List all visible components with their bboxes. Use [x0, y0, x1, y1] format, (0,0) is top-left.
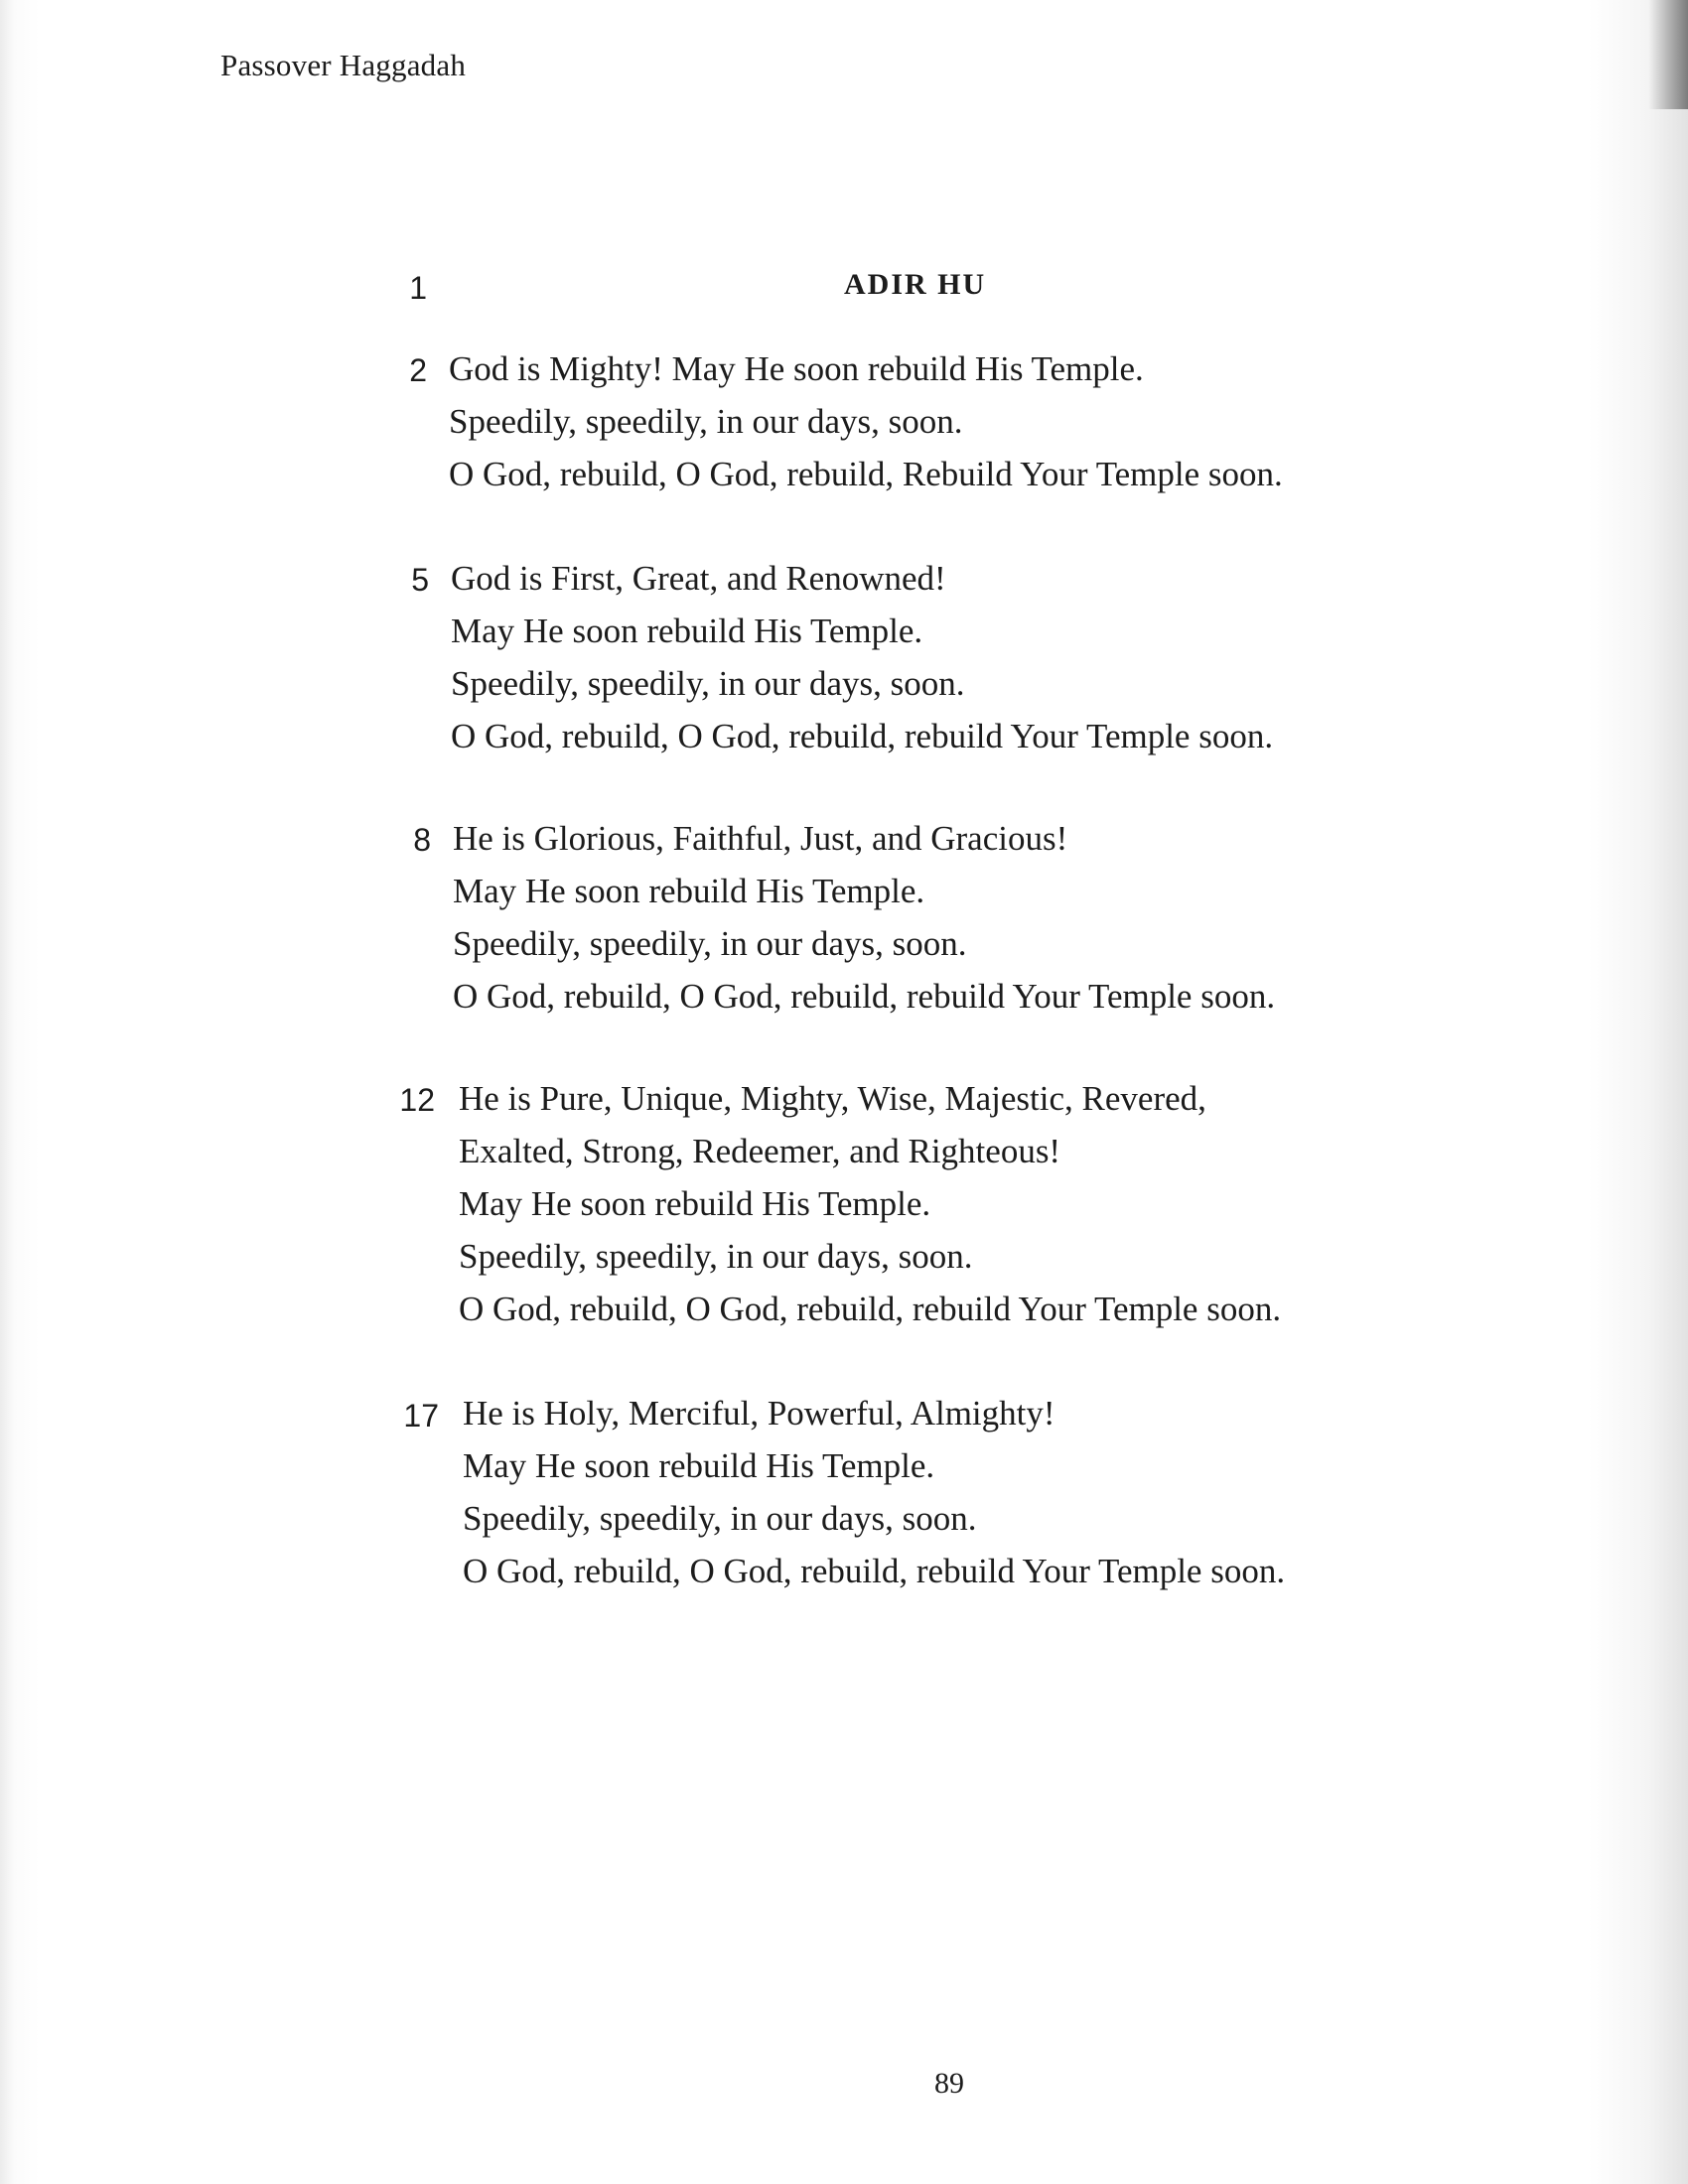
stanza-5-line-1: He is Holy, Merciful, Powerful, Almighty!	[463, 1394, 1055, 1433]
stanza-5-line-number: 17	[403, 1398, 439, 1433]
stanza-4	[459, 1072, 1281, 1335]
stanza-3-line-1: He is Glorious, Faithful, Just, and Gracious!	[453, 819, 1068, 858]
stanza-2-line-number: 5	[411, 562, 429, 598]
stanza-2	[451, 552, 1273, 762]
stanza-3-line-number: 8	[413, 822, 431, 858]
stanza-1-line-3: O God, rebuild, O God, rebuild, Rebuild Your Temple soon.	[449, 455, 1283, 493]
stanza-5-line-3: Speedily, speedily, in our days, soon.	[463, 1499, 977, 1538]
stanza-3	[453, 812, 1275, 1023]
stanza-1-line-1: God is Mighty! May He soon rebuild His Temple.	[449, 349, 1144, 388]
stanza-4-line-number: 12	[399, 1082, 435, 1118]
page-title: ADIR HU	[844, 268, 987, 301]
stanza-4-line-5: O God, rebuild, O God, rebuild, rebuild Your Temple soon.	[459, 1290, 1282, 1328]
page-edge-shadow	[1648, 0, 1688, 109]
stanza-1-line-2: Speedily, speedily, in our days, soon.	[449, 402, 963, 441]
stanza-5	[463, 1387, 1285, 1597]
stanza-4-line-2: Exalted, Strong, Redeemer, and Righteous!	[459, 1132, 1061, 1170]
title-line-number: 1	[409, 270, 427, 306]
stanza-2-line-3: Speedily, speedily, in our days, soon.	[451, 664, 965, 703]
stanza-4-line-3: May He soon rebuild His Temple.	[459, 1184, 931, 1223]
stanza-1-line-number: 2	[409, 352, 427, 388]
stanza-2-line-1: God is First, Great, and Renowned!	[451, 559, 946, 598]
stanza-2-line-4: O God, rebuild, O God, rebuild, rebuild Your Temple soon.	[451, 717, 1274, 755]
page-number: 89	[934, 2067, 964, 2100]
stanza-3-line-3: Speedily, speedily, in our days, soon.	[453, 924, 967, 963]
stanza-1	[449, 342, 1283, 500]
stanza-2-line-2: May He soon rebuild His Temple.	[451, 612, 923, 650]
stanza-4-line-1: He is Pure, Unique, Mighty, Wise, Majestic, Revered,	[459, 1079, 1206, 1118]
stanza-5-line-4: O God, rebuild, O God, rebuild, rebuild Your Temple soon.	[463, 1552, 1286, 1590]
running-head: Passover Haggadah	[220, 48, 467, 82]
stanza-3-line-4: O God, rebuild, O God, rebuild, rebuild Your Temple soon.	[453, 977, 1276, 1016]
stanza-5-line-2: May He soon rebuild His Temple.	[463, 1446, 935, 1485]
stanza-4-line-4: Speedily, speedily, in our days, soon.	[459, 1237, 973, 1276]
stanza-3-line-2: May He soon rebuild His Temple.	[453, 872, 925, 910]
